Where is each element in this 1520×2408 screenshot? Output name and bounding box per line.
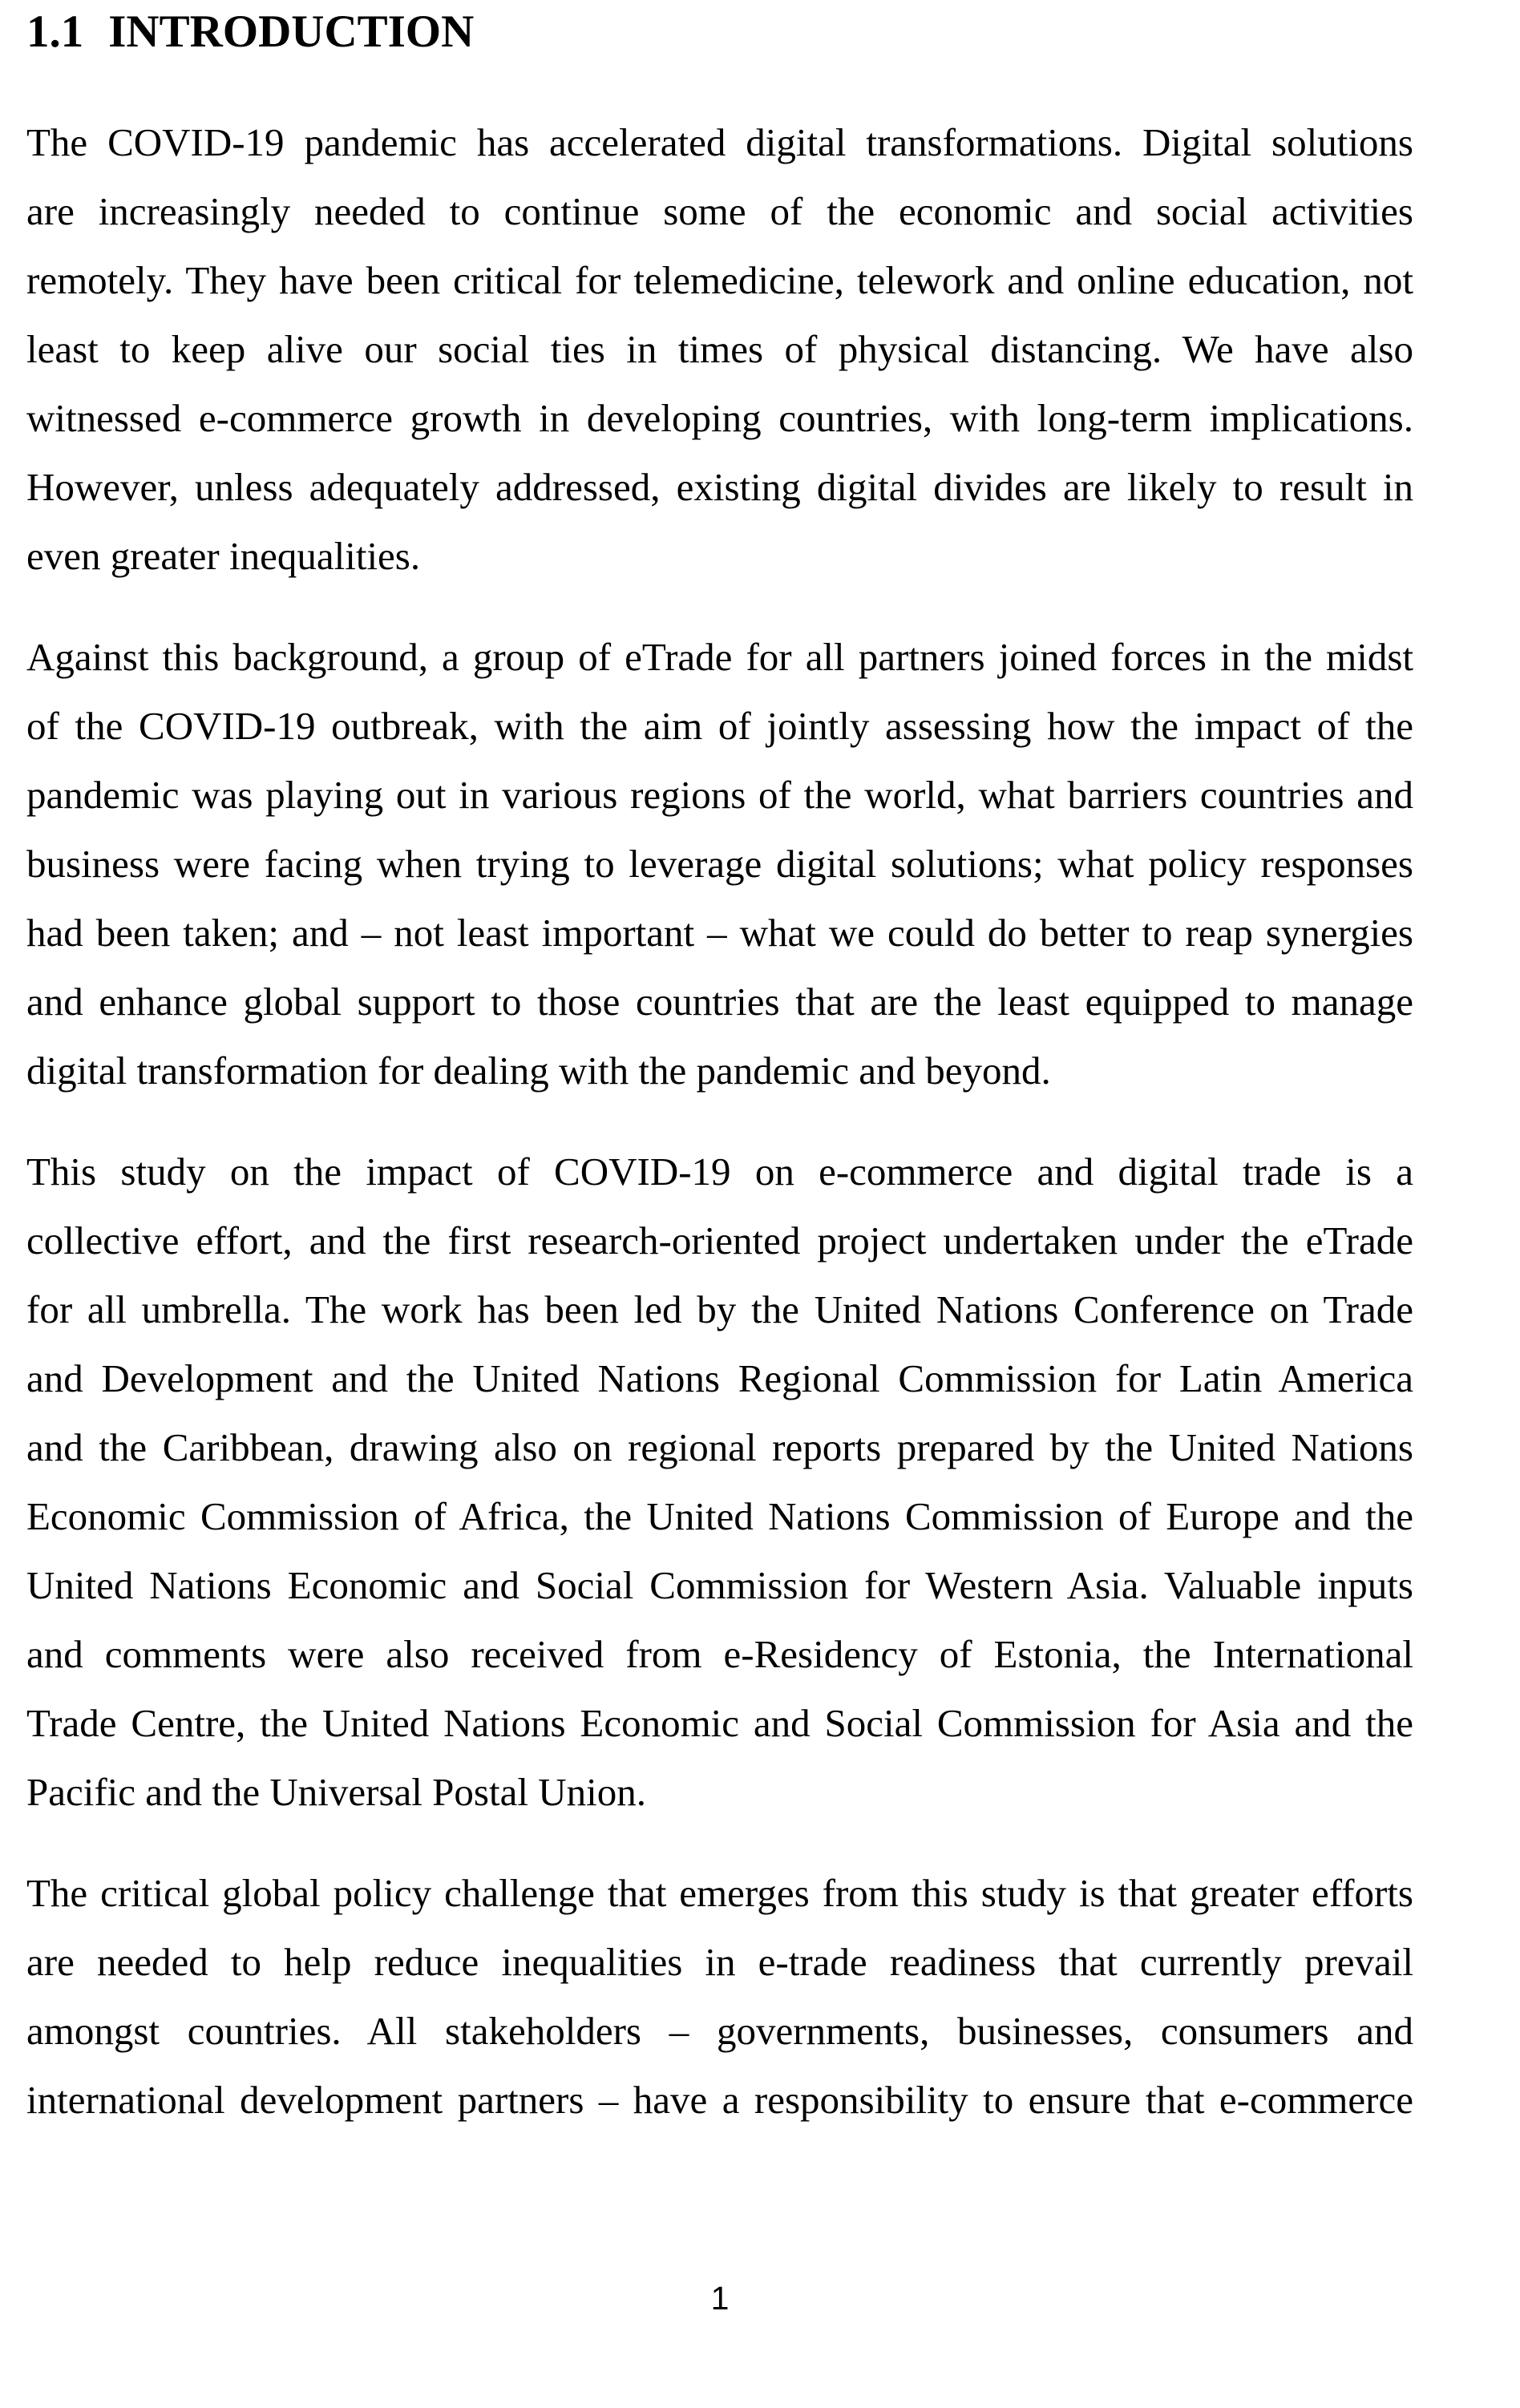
text-line: international development partners – have a responsibility to ensure that e-commerce bbox=[26, 2078, 1413, 2122]
text-line: business were facing when trying to leverage digital solutions; what policy responses bbox=[26, 842, 1413, 886]
section-title: INTRODUCTION bbox=[108, 6, 475, 57]
text-line: amongst countries. All stakeholders – governments, businesses, consumers and bbox=[26, 2009, 1413, 2053]
text-line: However, unless adequately addressed, existing digital divides are likely to result in bbox=[26, 465, 1413, 509]
paragraph bbox=[26, 1859, 1413, 2135]
text-line: The COVID-19 pandemic has accelerated digital transformations. Digital solutions bbox=[26, 120, 1413, 164]
text-line: collective effort, and the first research-oriented project undertaken under the eTrade bbox=[26, 1218, 1413, 1263]
document-body bbox=[26, 108, 1413, 2135]
text-line: of the COVID-19 outbreak, with the aim of jointly assessing how the impact of the bbox=[26, 704, 1413, 748]
page-footer bbox=[26, 2281, 1413, 2315]
text-line: had been taken; and – not least important – what we could do better to reap synergies bbox=[26, 911, 1413, 955]
text-line: Pacific and the Universal Postal Union. bbox=[26, 1770, 646, 1814]
text-line: The critical global policy challenge that emerges from this study is that greater efforts bbox=[26, 1871, 1413, 1915]
text-line: witnessed e-commerce growth in developing countries, with long-term implications. bbox=[26, 396, 1413, 440]
paragraph bbox=[26, 108, 1413, 591]
paragraph bbox=[26, 1137, 1413, 1827]
text-line: for all umbrella. The work has been led by the United Nations Conference on Trade bbox=[26, 1287, 1413, 1331]
text-line: and Development and the United Nations Regional Commission for Latin America bbox=[26, 1356, 1413, 1400]
text-line: and comments were also received from e-Residency of Estonia, the International bbox=[26, 1632, 1413, 1676]
text-line: remotely. They have been critical for telemedicine, telework and online education, not bbox=[26, 258, 1413, 302]
page-number: 1 bbox=[710, 2280, 730, 2317]
text-line: least to keep alive our social ties in times of physical distancing. We have also bbox=[26, 327, 1413, 371]
text-line: Against this background, a group of eTrade for all partners joined forces in the midst bbox=[26, 635, 1413, 679]
text-line: pandemic was playing out in various regions of the world, what barriers countries and bbox=[26, 773, 1413, 817]
text-line: Economic Commission of Africa, the United Nations Commission of Europe and the bbox=[26, 1494, 1413, 1538]
text-line: Trade Centre, the United Nations Economic and Social Commission for Asia and the bbox=[26, 1701, 1413, 1745]
text-line: digital transformation for dealing with the pandemic and beyond. bbox=[26, 1048, 1051, 1093]
text-line: United Nations Economic and Social Commission for Western Asia. Valuable inputs bbox=[26, 1563, 1413, 1607]
section-heading bbox=[26, 4, 1413, 60]
text-line: and enhance global support to those countries that are the least equipped to manage bbox=[26, 980, 1413, 1024]
text-line: are increasingly needed to continue some of the economic and social activities bbox=[26, 189, 1413, 233]
text-line: and the Caribbean, drawing also on regional reports prepared by the United Nations bbox=[26, 1425, 1413, 1469]
text-line: even greater inequalities. bbox=[26, 534, 421, 578]
section-number: 1.1 bbox=[26, 6, 84, 57]
text-line: are needed to help reduce inequalities in e-trade readiness that currently prevail bbox=[26, 1940, 1413, 1984]
text-line: This study on the impact of COVID-19 on e-commerce and digital trade is a bbox=[26, 1149, 1413, 1194]
paragraph bbox=[26, 623, 1413, 1105]
